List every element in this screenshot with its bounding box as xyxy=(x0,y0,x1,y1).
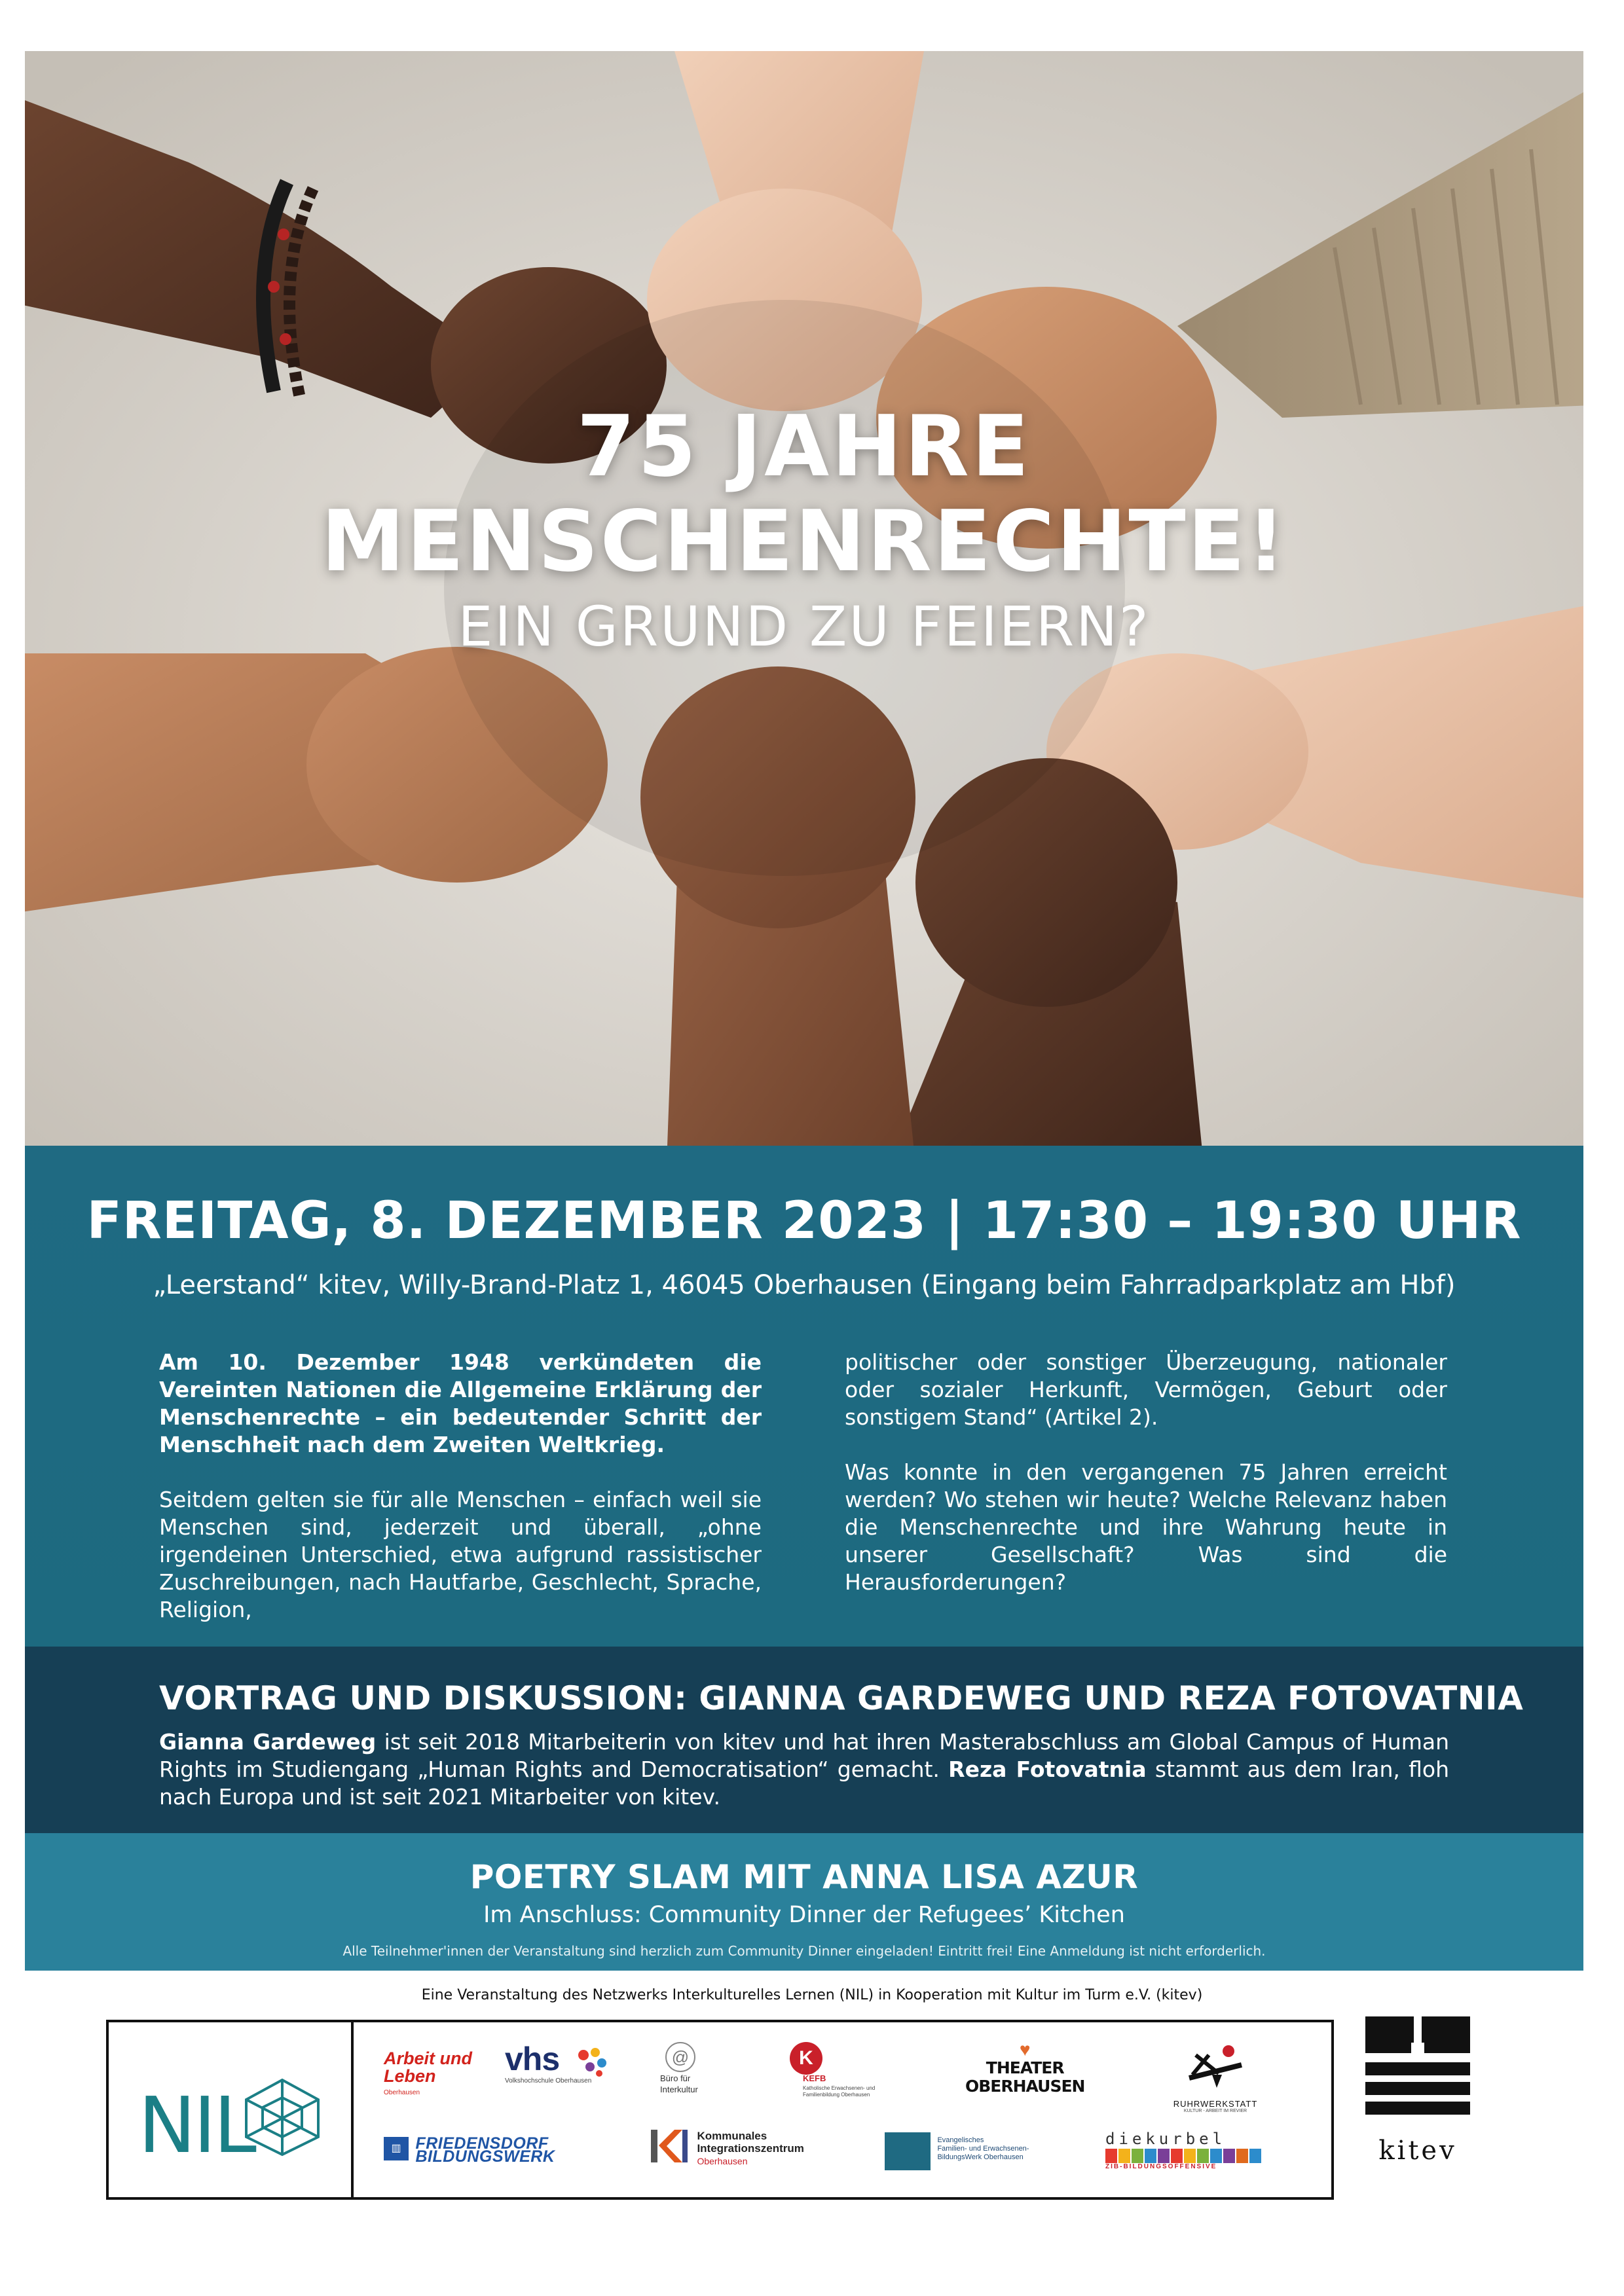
logo-text: Interkultur xyxy=(660,2085,698,2094)
logo-text: Arbeit und xyxy=(384,2049,472,2068)
theater-oberhausen-logo xyxy=(965,2041,1084,2096)
colored-dots-icon xyxy=(576,2046,608,2079)
logo-subtext: Volkshochschule Oberhausen xyxy=(505,2077,592,2085)
logo-text: Evangelisches xyxy=(937,2136,984,2144)
seesaw-figure-icon xyxy=(1183,2042,1248,2094)
logo-text: diekurbel xyxy=(1105,2130,1227,2148)
logo-text: vhs xyxy=(505,2041,560,2077)
logo-text: BildungsWerk Oberhausen xyxy=(937,2153,1024,2161)
logo-text: Familien- und Erwachsenen- xyxy=(937,2145,1029,2153)
ki-mark-icon xyxy=(650,2127,689,2165)
logo-text: Kommunales xyxy=(697,2130,767,2142)
building-icon: ▥ xyxy=(384,2137,409,2160)
partner-logos xyxy=(106,2020,1334,2200)
organizer-line: Eine Veranstaltung des Netzwerks Interkulturelles Lernen (NIL) in Kooperation mit Kultur im Turm e.V. (kitev) xyxy=(421,1987,1203,2003)
body-column-right xyxy=(845,1349,1447,1624)
speaker-name: Reza Fotovatnia xyxy=(948,1757,1147,1782)
event-info-section xyxy=(25,1146,1583,1647)
kefb-logo xyxy=(790,2042,876,2098)
speaker-bio: stammt aus dem Iran, floh nach Europa und ist seit 2021 Mitarbeiter von kitev. xyxy=(159,1757,1449,1810)
event-date-time: FREITAG, 8. DEZEMBER 2023 | 17:30 – 19:30 UHR xyxy=(86,1192,1522,1250)
logo-text: FRIEDENSDORF xyxy=(415,2134,549,2153)
logo-subtext: Oberhausen xyxy=(384,2089,420,2096)
logo-text: THEATER xyxy=(986,2058,1064,2077)
dinner-subtitle: Im Anschluss: Community Dinner der Refugees’ Kitchen xyxy=(483,1902,1125,1928)
logo-text: OBERHAUSEN xyxy=(965,2077,1085,2096)
arbeit-und-leben-logo xyxy=(384,2050,472,2096)
logo-subtext: Oberhausen xyxy=(697,2156,748,2166)
logo-text: BILDUNGSWERK xyxy=(415,2147,555,2166)
speaker-name: Gianna Gardeweg xyxy=(159,1729,377,1755)
friedensdorf-bildungswerk-logo xyxy=(384,2134,555,2166)
talk-title: VORTRAG UND DISKUSSION: GIANNA GARDEWEG UND REZA FOTOVATNIA xyxy=(159,1679,1524,1717)
diekurbel-logo xyxy=(1105,2130,1263,2170)
web-icon xyxy=(236,2075,328,2160)
logo-text: Büro für xyxy=(660,2073,691,2083)
event-location: „Leerstand“ kitev, Willy-Brand-Platz 1, 46045 Oberhausen (Eingang beim Fahrradparkplatz am Hbf) xyxy=(153,1270,1456,1300)
talk-description xyxy=(159,1728,1449,1811)
attendance-note: Alle Teilnehmer'innen der Veranstaltung sind herzlich zum Community Dinner eingeladen! Eintritt frei! Eine Anmeldung ist nicht erforderlich. xyxy=(342,1943,1266,1959)
logo-subtext: Katholische Erwachsenen- und Familienbildung Oberhausen xyxy=(803,2085,876,2098)
ev-erwachsenenbildungswerk-logo xyxy=(885,2132,1029,2170)
poetry-title: POETRY SLAM MIT ANNA LISA AZUR xyxy=(470,1858,1139,1896)
vhs-logo xyxy=(505,2042,591,2085)
bird-icon xyxy=(885,2132,931,2170)
logo-subtext: KULTUR - ARBEIT IM REVIER xyxy=(1183,2109,1247,2113)
logo-divider xyxy=(351,2022,354,2197)
logo-text: Leben xyxy=(384,2066,436,2086)
hero-photo xyxy=(25,51,1583,1146)
nil-logo-text: NIL xyxy=(138,2080,254,2170)
body-column-left xyxy=(159,1349,762,1651)
nil-logo xyxy=(138,2062,328,2170)
swirl-icon: @ xyxy=(665,2042,695,2072)
hero-title-line2: MENSCHENRECHTE! xyxy=(321,493,1287,591)
buero-fuer-interkultur-logo xyxy=(660,2042,698,2094)
ruhrwerkstatt-logo xyxy=(1156,2042,1274,2113)
k-circle-icon: K xyxy=(790,2042,822,2075)
kitev-logo-text: kitev xyxy=(1378,2136,1457,2166)
heart-icon: ♥ xyxy=(1019,2039,1031,2060)
logo-text: Integrationszentrum xyxy=(697,2142,804,2155)
logo-text: RUHRWERKSTATT xyxy=(1173,2099,1258,2109)
logo-text: KEFB xyxy=(803,2073,826,2083)
talk-section xyxy=(25,1647,1583,1833)
body-paragraph: Seitdem gelten sie für alle Menschen – einfach weil sie Menschen sind, jederzeit und überall, „ohne irgendeinen Unterschied, etwa aufgrund rassistischer Zuschreibungen, nach Hautfarbe, Geschlecht, Sprache, Religion, xyxy=(159,1487,762,1622)
kitev-logo-mark xyxy=(1365,2016,1470,2121)
hero-title-line1: 75 JAHRE xyxy=(576,398,1032,496)
body-paragraph: politischer oder sonstiger Überzeugung, nationaler oder sozialer Herkunft, Vermögen, Geburt oder sonstigem Stand“ (Artikel 2). xyxy=(845,1349,1447,1430)
intro-paragraph: Am 10. Dezember 1948 verkündeten die Vereinten Nationen die Allgemeine Erklärung der Menschenrechte – ein bedeutender Schritt der Menschheit nach dem Zweiten Weltkrieg. xyxy=(159,1349,762,1457)
kommunales-integrationszentrum-logo xyxy=(650,2127,804,2168)
hero-subtitle: EIN GRUND ZU FEIERN? xyxy=(458,594,1151,659)
speaker-bio: ist seit 2018 Mitarbeiterin von kitev und hat ihren Masterabschluss am Global Campus of Human Rights im Studiengang „Human Rights and Democratisation“ gemacht. xyxy=(159,1729,1449,1782)
logo-subtext: ZIB-BILDUNGSOFFENSIVE xyxy=(1105,2163,1217,2170)
color-bars-icon xyxy=(1105,2149,1263,2163)
poetry-section xyxy=(25,1833,1583,1971)
questions-paragraph: Was konnte in den vergangenen 75 Jahren erreicht werden? Wo stehen wir heute? Welche Relevanz haben die Menschenrechte und ihre Wahrung heute in unserer Gesellschaft? Was sind die Herausforderungen? xyxy=(845,1459,1447,1595)
